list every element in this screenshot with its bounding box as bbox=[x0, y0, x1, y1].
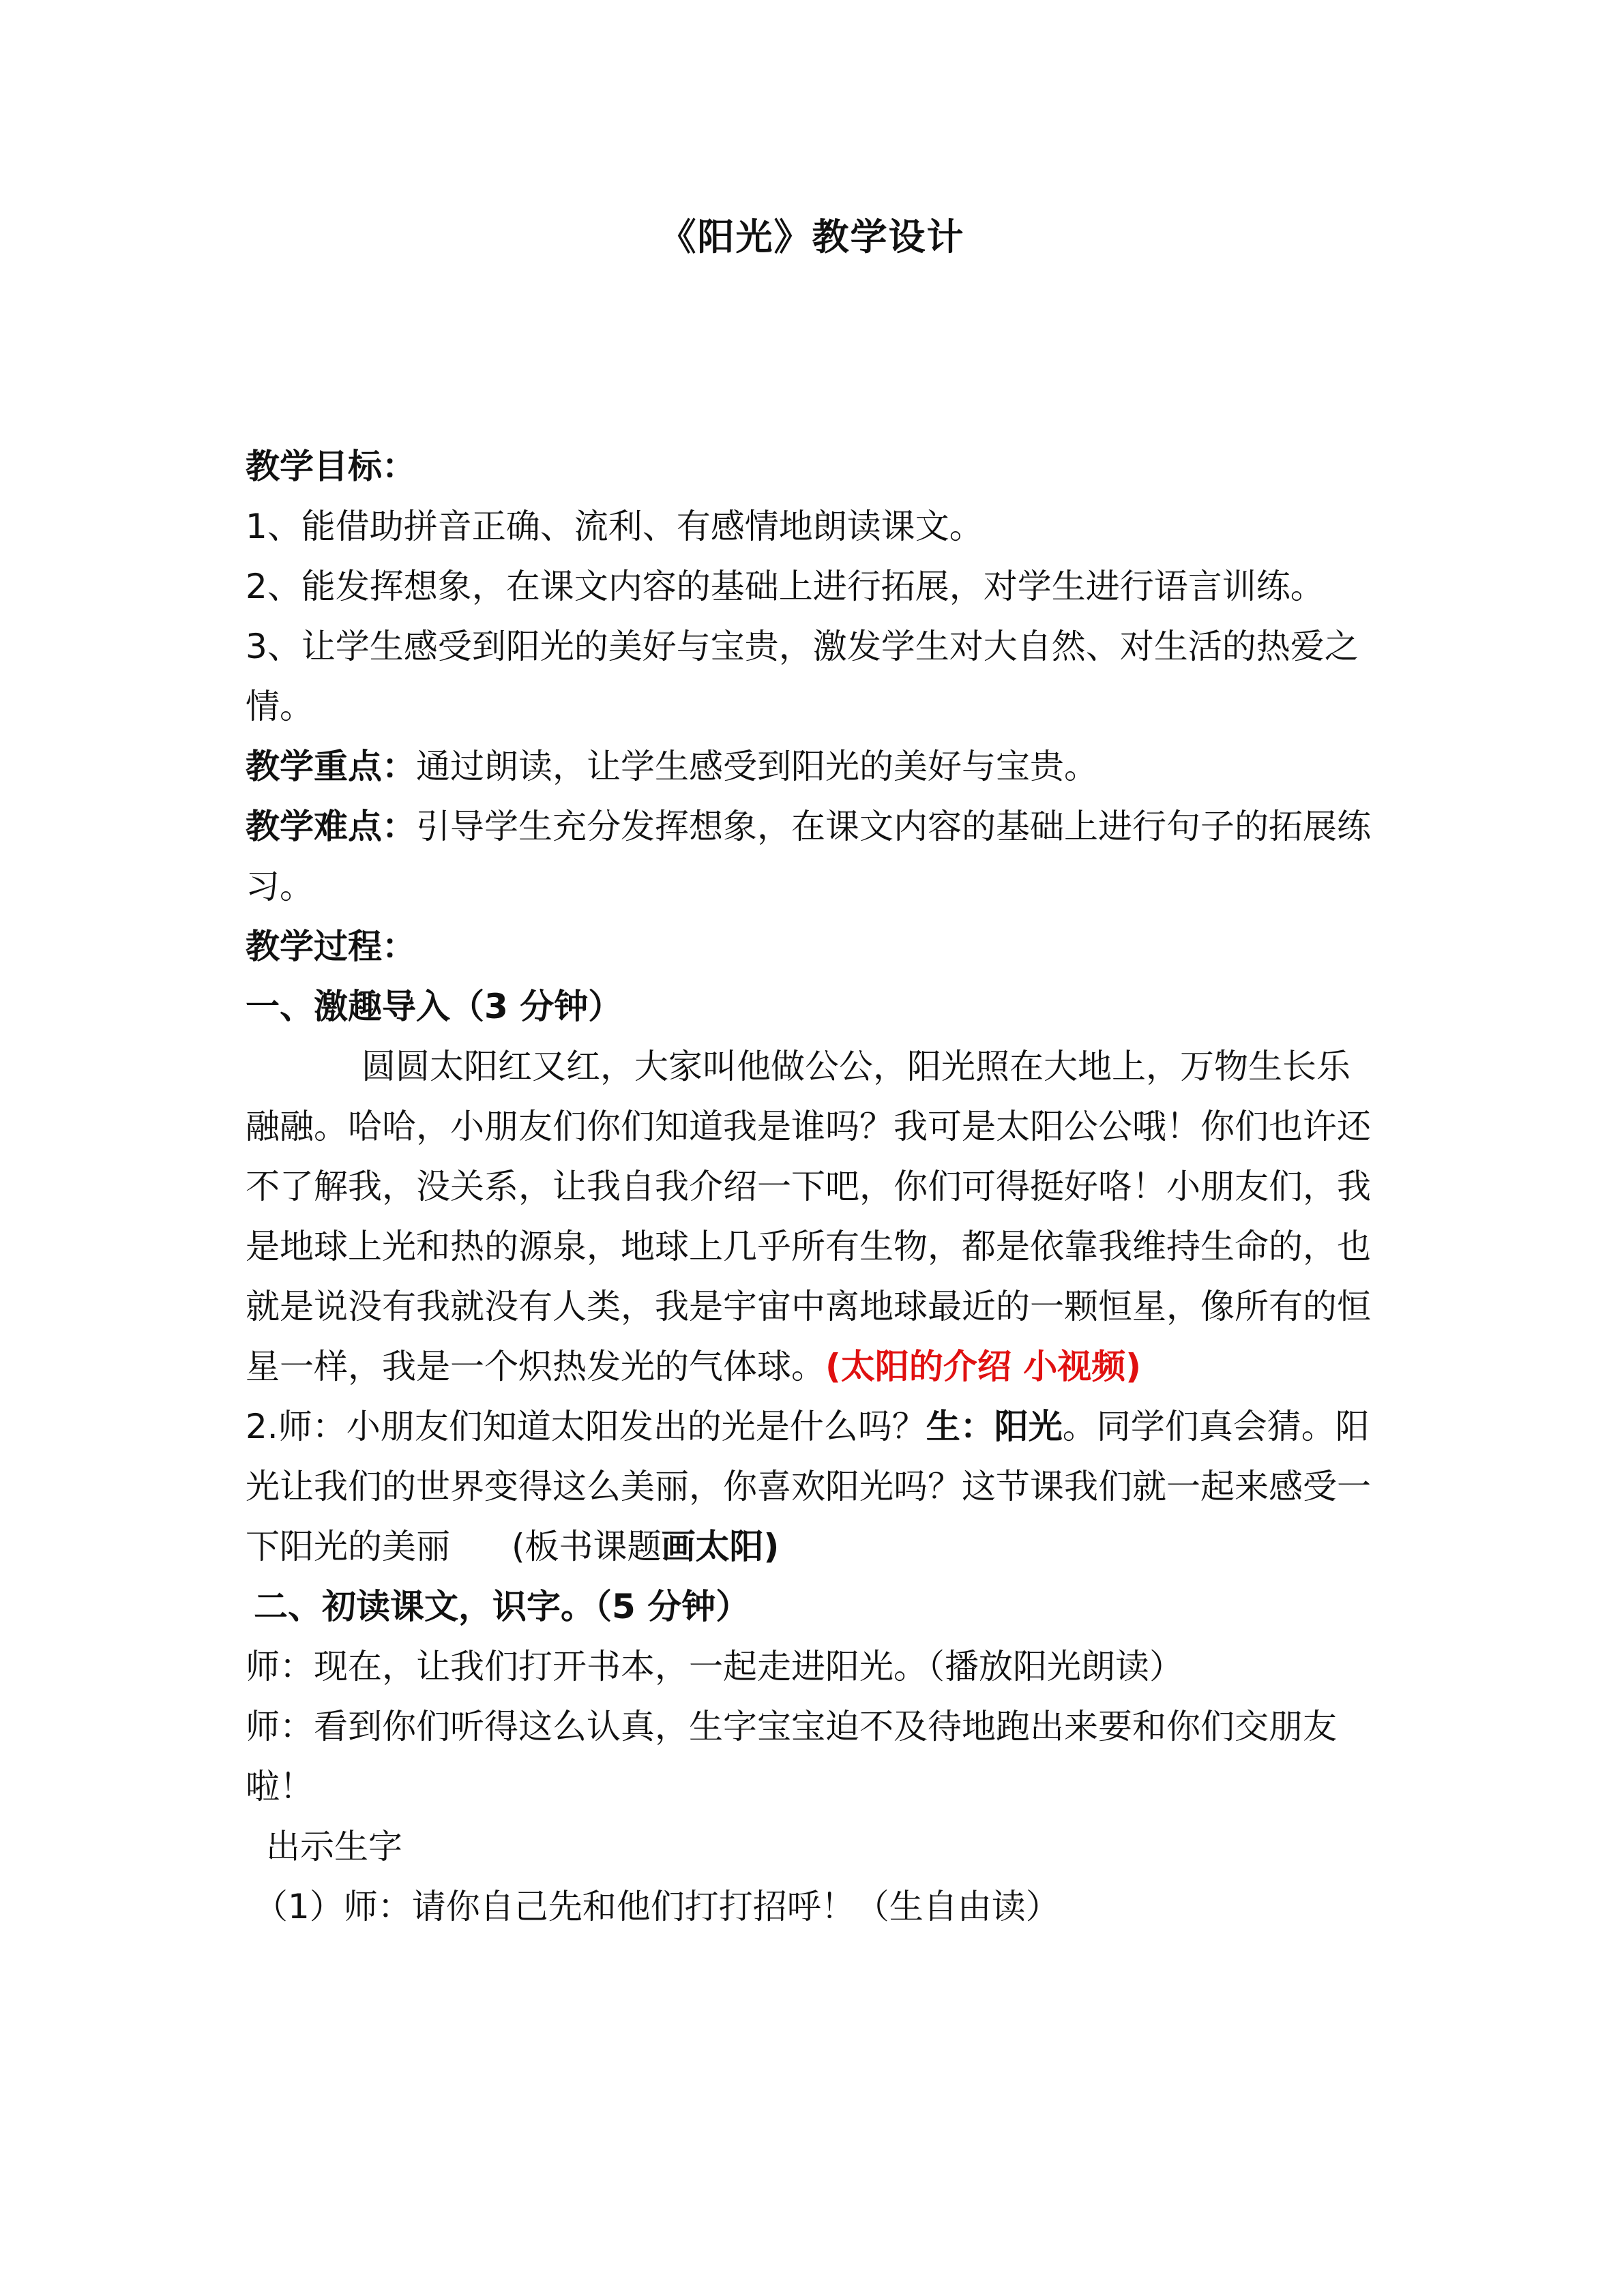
section2-heading: 二、初读课文，识字。（5 分钟） bbox=[254, 1587, 750, 1626]
objectives-heading: 教学目标： bbox=[246, 447, 416, 486]
teacher-line-2: 师：看到你们听得这么认真，生字宝宝迫不及待地跑出来要和你们交朋友啦！ bbox=[246, 1707, 1337, 1806]
objective-2: 2、能发挥想象，在课文内容的基础上进行拓展，对学生进行语言训练。 bbox=[246, 567, 1325, 606]
objective-1: 1、能借助拼音正确、流利、有感情地朗读课文。 bbox=[246, 507, 984, 546]
difficulty-label: 教学难点： bbox=[246, 807, 416, 846]
difficulty-text: 引导学生充分发挥想象，在课文内容的基础上进行句子的拓展练习。 bbox=[246, 807, 1371, 906]
section1-heading: 一、激趣导入（3 分钟） bbox=[246, 987, 623, 1026]
para2-question: 2.师：小朋友们知道太阳发出的光是什么吗？ bbox=[246, 1407, 926, 1446]
section1-text: 圆圆太阳红又红，大家叫他做公公，阳光照在大地上，万物生长乐融融。哈哈，小朋友们你们知道我是谁吗？我可是太阳公公哦！你们也许还不了解我，没关系，让我自我介绍一下吧，你们可得挺好咯！小朋友们，我是地球上光和热的源泉，地球上几乎所有生物，都是依靠我维持生命的，也就是说没有我就没有人类，我是宇宙中离地球最近的一颗恒星，像所有的恒星一样，我是一个炽热发光的气体球。 bbox=[246, 1047, 1371, 1386]
key-point-label: 教学重点： bbox=[246, 747, 416, 786]
document-body bbox=[246, 436, 1378, 1937]
key-point bbox=[246, 736, 1378, 796]
section1-paragraph bbox=[246, 1037, 1378, 1397]
document-title: 《阳光》教学设计 bbox=[659, 215, 965, 258]
para2-text: 。同学们真会猜。阳光让我们的世界变得这么美丽，你喜欢阳光吗？这节课我们就一起来感受一下阳光的美丽 bbox=[246, 1407, 1371, 1566]
key-point-text: 通过朗读，让学生感受到阳光的美好与宝贵。 bbox=[416, 747, 1098, 786]
step-1: （1）师：请你自己先和他们打打招呼！（生自由读） bbox=[254, 1887, 1060, 1926]
objective-3: 3、让学生感受到阳光的美好与宝贵，激发学生对大自然、对生活的热爱之情。 bbox=[246, 627, 1359, 726]
difficulty bbox=[246, 796, 1378, 916]
para2-board-title: 画太阳) bbox=[661, 1527, 780, 1566]
paragraph-2 bbox=[246, 1397, 1378, 1577]
para2-board-note: (板书课题 bbox=[512, 1527, 662, 1566]
teacher-line-1: 师：现在，让我们打开书本，一起走进阳光。（播放阳光朗读） bbox=[246, 1647, 1183, 1686]
section1-video-note: (太阳的介绍 小视频) bbox=[825, 1347, 1142, 1386]
para2-answer: 生：阳光 bbox=[926, 1407, 1063, 1446]
process-heading: 教学过程： bbox=[246, 927, 416, 966]
show-characters: 出示生字 bbox=[266, 1827, 402, 1866]
